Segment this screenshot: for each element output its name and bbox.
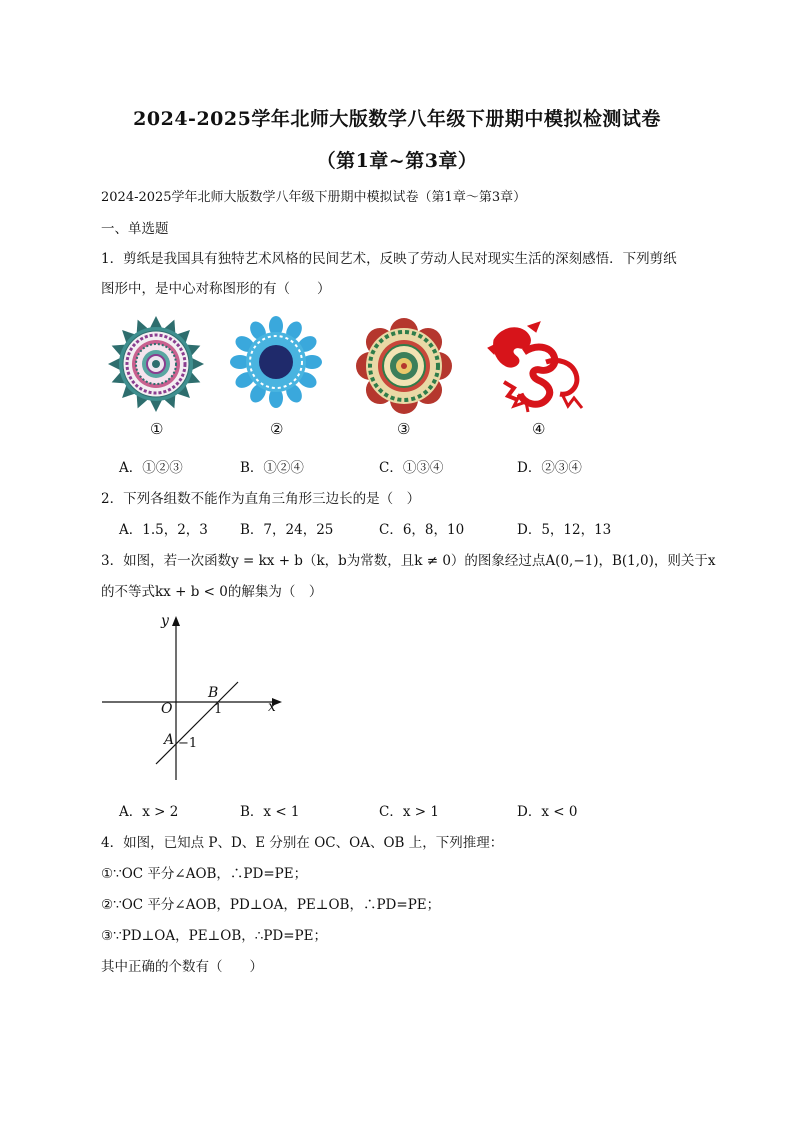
graph-label-b: B xyxy=(208,685,219,701)
page-title: 2024-2025学年北师大版数学八年级下册期中模拟检测试卷 xyxy=(133,108,661,130)
image-label-3: ③ xyxy=(397,420,411,438)
section-heading: 一、单选题 xyxy=(101,221,169,237)
function-line xyxy=(156,682,238,764)
papercut-medallion-image xyxy=(352,318,456,414)
q2-option-c[interactable]: C．6，8，10 xyxy=(379,522,465,538)
q4-reasoning-2: ②∵OC 平分∠AOB，PD⊥OA，PE⊥OB，∴PD=PE； xyxy=(101,897,441,913)
page-title-chapters: （第1章~第3章） xyxy=(316,150,478,172)
q2-option-b[interactable]: B．7，24，25 xyxy=(240,522,334,538)
image-label-1: ① xyxy=(150,420,164,438)
q2-stem: 2．下列各组数不能作为直角三角形三边长的是（ ） xyxy=(101,491,421,507)
image-label-4: ④ xyxy=(532,420,546,438)
q3-option-b[interactable]: B．x < 1 xyxy=(240,804,300,820)
q1-option-b[interactable]: B．①②④ xyxy=(240,460,304,476)
q1-stem-line2: 图形中，是中心对称图形的有（ ） xyxy=(101,281,331,297)
q3-option-a[interactable]: A．x > 2 xyxy=(119,804,179,820)
papercut-mandala-image xyxy=(108,316,204,412)
papercut-blue-flower-image xyxy=(230,316,322,408)
q1-stem-line1: 1．剪纸是我国具有独特艺术风格的民间艺术，反映了劳动人民对现实生活的深刻感悟．下列剪纸 xyxy=(101,251,677,267)
graph-label-y: y xyxy=(161,613,169,629)
q1-option-c[interactable]: C．①③④ xyxy=(379,460,444,476)
q3-stem-line1: 3．如图，若一次函数y = kx + b（k，b为常数，且k ≠ 0）的图象经过点A(0,−1)，B(1,0)，则关于x xyxy=(101,553,716,569)
q4-question: 其中正确的个数有（ ） xyxy=(101,959,263,975)
q4-stem: 4．如图，已知点 P、D、E 分别在 OC、OA、OB 上，下列推理： xyxy=(101,835,504,851)
q3-linear-function-graph xyxy=(100,612,290,788)
q3-stem-line2: 的不等式kx + b < 0的解集为（ ） xyxy=(101,584,323,600)
q4-reasoning-3: ③∵PD⊥OA，PE⊥OB，∴PD=PE； xyxy=(101,928,327,944)
q2-option-a[interactable]: A．1.5，2，3 xyxy=(119,522,208,538)
image-label-2: ② xyxy=(270,420,284,438)
graph-label-origin: O xyxy=(161,701,173,717)
y-axis-arrow-icon xyxy=(172,616,180,626)
q4-reasoning-1: ①∵OC 平分∠AOB，∴PD=PE； xyxy=(101,866,308,882)
graph-label-one: 1 xyxy=(214,702,223,717)
graph-label-a: A xyxy=(164,732,175,748)
q3-option-d[interactable]: D．x < 0 xyxy=(517,804,578,820)
papercut-dragon-image xyxy=(484,322,588,414)
graph-label-x: x xyxy=(268,699,276,715)
graph-label-neg-one: −1 xyxy=(178,736,198,751)
subtitle: 2024-2025学年北师大版数学八年级下册期中模拟试卷（第1章～第3章） xyxy=(101,190,527,205)
q3-option-c[interactable]: C．x > 1 xyxy=(379,804,439,820)
q2-option-d[interactable]: D．5，12，13 xyxy=(517,522,612,538)
q1-option-d[interactable]: D．②③④ xyxy=(517,460,582,476)
q1-option-a[interactable]: A．①②③ xyxy=(119,460,183,476)
